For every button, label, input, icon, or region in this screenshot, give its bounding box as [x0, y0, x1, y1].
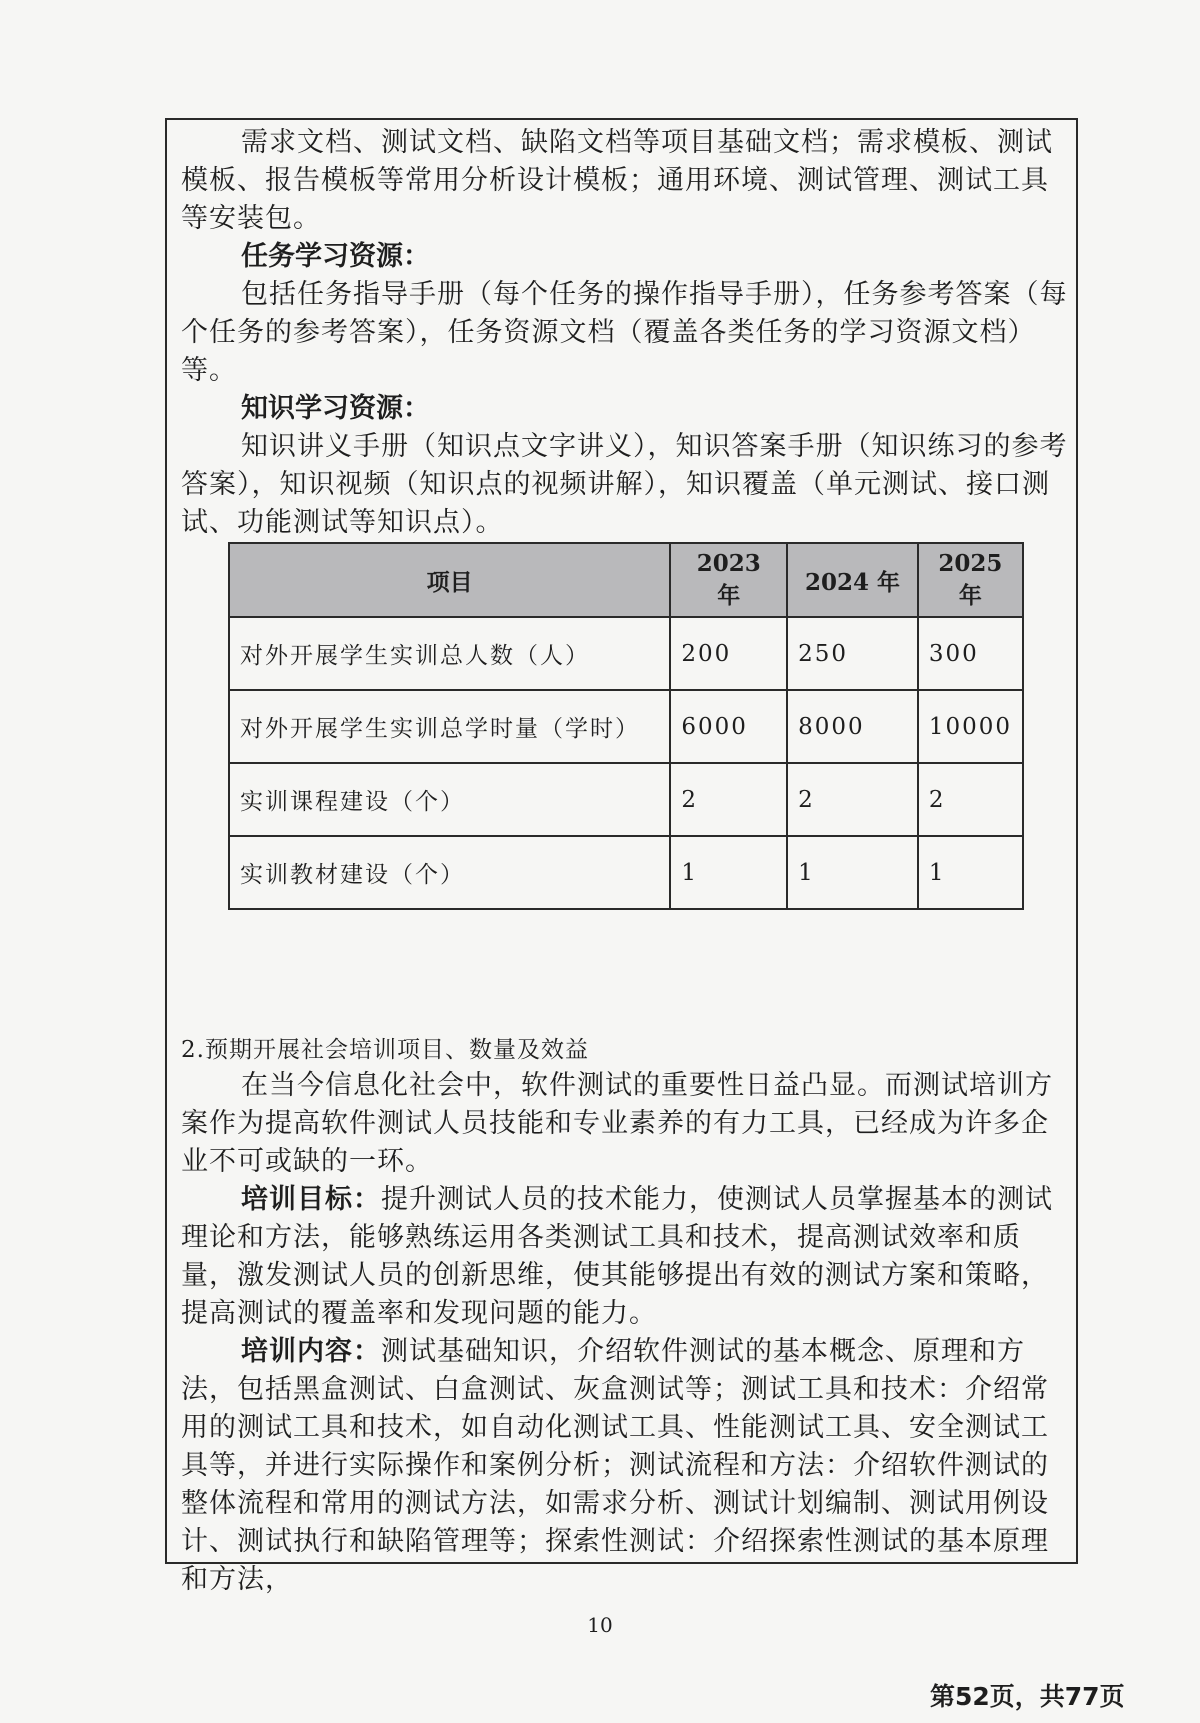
cell-2025: 2	[918, 763, 1023, 836]
cell-2023: 200	[670, 617, 787, 690]
cell-2023: 2	[670, 763, 787, 836]
header-2023: 2023 年	[670, 543, 787, 617]
page-footer: 第52页，共77页	[930, 1682, 1125, 1711]
page-number: 10	[587, 1613, 613, 1637]
cell-2024: 1	[787, 836, 918, 909]
training-stats-table	[228, 542, 1024, 910]
row-item: 实训教材建设（个）	[229, 836, 670, 909]
table-row	[229, 690, 1023, 763]
text-training-content: 测试基础知识，介绍软件测试的基本概念、原理和方法，包括黑盒测试、白盒测试、灰盒测试等；测试工具和技术：介绍常用的测试工具和技术，如自动化测试工具、性能测试工具、安全测试工具等，并进行实际操作和案例分析；测试流程和方法：介绍软件测试的整体流程和常用的测试方法，如需求分析、测试计划编制、测试用例设计、测试执行和缺陷管理等；探索性测试：介绍探索性测试的基本原理和方法，	[181, 1336, 1049, 1595]
header-2025: 2025 年	[918, 543, 1023, 617]
header-item: 项目	[229, 543, 670, 617]
paragraph-base-docs: 需求文档、测试文档、缺陷文档等项目基础文档；需求模板、测试模板、报告模板等常用分析设计模板；通用环境、测试管理、测试工具等安装包。	[181, 127, 1053, 234]
table-row	[229, 617, 1023, 690]
paragraph-training-content	[181, 1333, 1071, 1599]
table-row	[229, 836, 1023, 909]
label-training-content: 培训内容：	[241, 1336, 381, 1367]
table-header-row	[229, 543, 1023, 617]
cell-2024: 8000	[787, 690, 918, 763]
cell-2025: 1	[918, 836, 1023, 909]
top-section	[181, 124, 1071, 542]
cell-2023: 6000	[670, 690, 787, 763]
bottom-section	[181, 1033, 1071, 1599]
header-2024: 2024 年	[787, 543, 918, 617]
paragraph-task-resources: 包括任务指导手册（每个任务的操作指导手册），任务参考答案（每个任务的参考答案），任务资源文档（覆盖各类任务的学习资源文档）等。	[181, 279, 1068, 386]
row-item: 实训课程建设（个）	[229, 763, 670, 836]
paragraph-knowledge-resources: 知识讲义手册（知识点文字讲义），知识答案手册（知识练习的参考答案），知识视频（知识点的视频讲解），知识覆盖（单元测试、接口测试、功能测试等知识点）。	[181, 431, 1068, 538]
cell-2024: 2	[787, 763, 918, 836]
row-item: 对外开展学生实训总学时量（学时）	[229, 690, 670, 763]
cell-2025: 300	[918, 617, 1023, 690]
text-training-goal: 提升测试人员的技术能力，使测试人员掌握基本的测试理论和方法，能够熟练运用各类测试工具和技术，提高测试效率和质量，激发测试人员的创新思维，使其能够提出有效的测试方案和策略，提高测试的覆盖率和发现问题的能力。	[181, 1184, 1053, 1329]
section-heading-social-training: 2.预期开展社会培训项目、数量及效益	[181, 1037, 589, 1063]
cell-2025: 10000	[918, 690, 1023, 763]
heading-task-resources: 任务学习资源：	[241, 241, 430, 272]
paragraph-intro: 在当今信息化社会中，软件测试的重要性日益凸显。而测试培训方案作为提高软件测试人员技能和专业素养的有力工具，已经成为许多企业不可或缺的一环。	[181, 1070, 1053, 1177]
row-item: 对外开展学生实训总人数（人）	[229, 617, 670, 690]
label-training-goal: 培训目标：	[241, 1184, 381, 1215]
cell-2024: 250	[787, 617, 918, 690]
cell-2023: 1	[670, 836, 787, 909]
table-row	[229, 763, 1023, 836]
heading-knowledge-resources: 知识学习资源：	[241, 393, 430, 424]
paragraph-training-goal	[181, 1181, 1071, 1333]
